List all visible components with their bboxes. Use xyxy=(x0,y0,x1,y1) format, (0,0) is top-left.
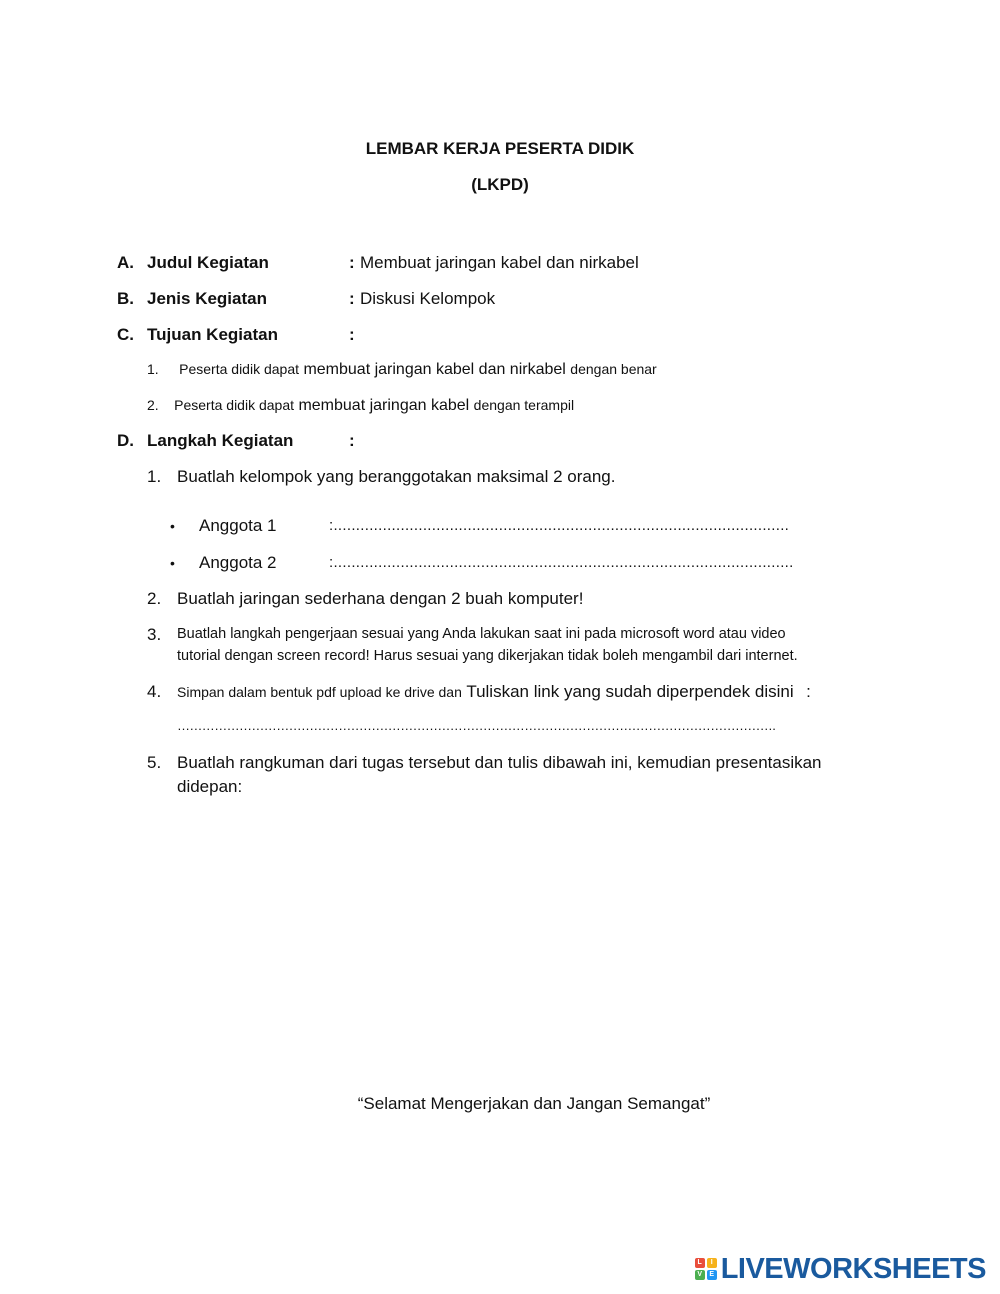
tujuan-item xyxy=(147,397,574,415)
section-b-letter: B. xyxy=(117,289,134,308)
link-field[interactable]: ………………………………………………………………………………………………………………………………. xyxy=(177,718,776,733)
tujuan-pre: Peserta didik dapat xyxy=(179,361,299,377)
section-c-colon: : xyxy=(349,325,355,344)
step-4-number: 4. xyxy=(147,682,162,701)
member-1-label: Anggota 1 xyxy=(199,516,277,535)
step-4-colon: : xyxy=(806,682,811,701)
logo-mark-e: E xyxy=(707,1270,717,1280)
logo-mark-icon xyxy=(695,1258,717,1280)
logo-mark-v: V xyxy=(695,1270,705,1280)
step-4-main: Tuliskan link yang sudah diperpendek disini xyxy=(466,682,794,701)
step-2-text: Buatlah jaringan sederhana dengan 2 buah komputer! xyxy=(177,589,584,608)
bullet-icon: • xyxy=(170,518,175,534)
logo-mark-i: I xyxy=(707,1258,717,1268)
tujuan-pre: Peserta didik dapat xyxy=(174,397,294,413)
section-c-letter: C. xyxy=(117,325,134,344)
page-subtitle: (LKPD) xyxy=(471,175,529,194)
section-a-colon: : xyxy=(349,253,355,272)
liveworksheets-logo[interactable] xyxy=(695,1254,986,1284)
step-3-number: 3. xyxy=(147,625,162,644)
closing-message: “Selamat Mengerjakan dan Jangan Semangat” xyxy=(357,1094,711,1113)
section-d-colon: : xyxy=(349,431,355,450)
logo-text: LIVEWORKSHEETS xyxy=(720,1252,986,1285)
step-1-text: Buatlah kelompok yang beranggotakan maksimal 2 orang. xyxy=(177,467,616,486)
step-3-line-2: tutorial dengan screen record! Harus sesuai yang dikerjakan tidak boleh mengambil dari internet. xyxy=(177,648,798,664)
step-3-line-1: Buatlah langkah pengerjaan sesuai yang Anda lakukan saat ini pada microsoft word atau video xyxy=(177,626,786,642)
section-b-colon: : xyxy=(349,289,355,308)
step-1-number: 1. xyxy=(147,467,162,486)
tujuan-post: dengan benar xyxy=(570,361,657,377)
bullet-icon: • xyxy=(170,555,175,571)
tujuan-number: 1. xyxy=(147,361,159,377)
step-4-text xyxy=(177,682,811,702)
tujuan-item xyxy=(147,361,657,379)
tujuan-main: membuat jaringan kabel dan nirkabel xyxy=(303,361,566,378)
section-a-letter: A. xyxy=(117,253,134,272)
logo-mark-l: L xyxy=(695,1258,705,1268)
section-a-label: Judul Kegiatan xyxy=(147,253,269,272)
step-5-number: 5. xyxy=(147,753,162,772)
member-2-field[interactable]: :....................................................................................................... xyxy=(329,554,794,571)
page-title: LEMBAR KERJA PESERTA DIDIK xyxy=(365,139,635,158)
member-1-field[interactable]: :...................................................................................................... xyxy=(329,517,790,534)
step-5-line-2: didepan: xyxy=(177,777,243,796)
member-2-label: Anggota 2 xyxy=(199,553,277,572)
step-2-number: 2. xyxy=(147,589,162,608)
step-4-pre: Simpan dalam bentuk pdf upload ke drive dan xyxy=(177,684,462,700)
section-d-letter: D. xyxy=(117,431,134,450)
step-5-line-1: Buatlah rangkuman dari tugas tersebut dan tulis dibawah ini, kemudian presentasikan xyxy=(177,753,822,772)
section-b-label: Jenis Kegiatan xyxy=(147,289,267,308)
section-c-label: Tujuan Kegiatan xyxy=(147,325,278,344)
tujuan-main: membuat jaringan kabel xyxy=(298,397,470,414)
section-b-value: Diskusi Kelompok xyxy=(360,289,496,308)
section-a-value: Membuat jaringan kabel dan nirkabel xyxy=(360,253,639,272)
section-d-label: Langkah Kegiatan xyxy=(147,431,294,450)
tujuan-number: 2. xyxy=(147,397,159,413)
tujuan-post: dengan terampil xyxy=(473,397,575,413)
